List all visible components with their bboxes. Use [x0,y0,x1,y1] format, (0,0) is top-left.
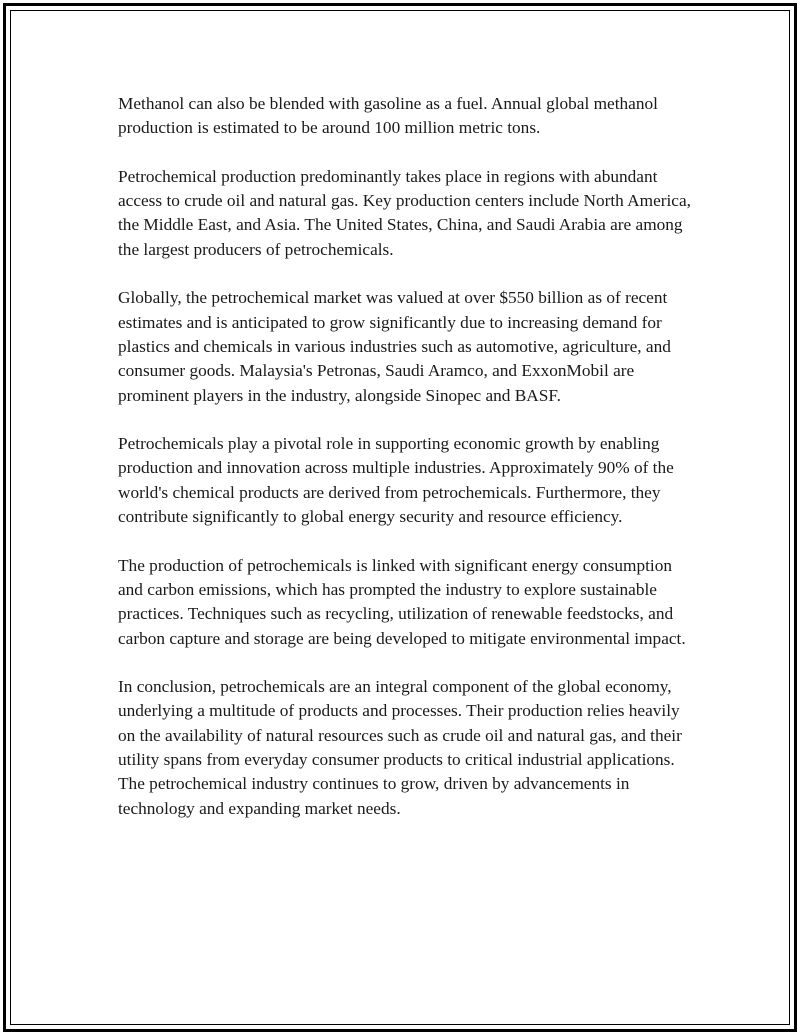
paragraph-methanol: Methanol can also be blended with gasoline as a fuel. Annual global methanol production is estimated to be around 100 million metric tons. [118,94,658,138]
paragraph-sustainability: The production of petrochemicals is linked with significant energy consumption and carbon emissions, which has prompted the industry to explore sustainable practices. Techniques such as recycling, utilization of renewable feedstocks, and carbon capture and storage are being developed to mitigate environmental impact. [118,555,686,648]
paragraph-production-regions: Petrochemical production predominantly takes place in regions with abundant access to crude oil and natural gas. Key production centers include North America, the Middle East, and Asia. The United States, China, and Saudi Arabia are among the largest producers of petrochemicals. [118,166,691,259]
paragraph-conclusion: In conclusion, petrochemicals are an integral component of the global economy, underlying a multitude of products and processes. Their production relies heavily on the availability of natural resources such as crude oil and natural gas, and their utility spans from everyday consumer products to critical industrial applications. The petrochemical industry continues to grow, driven by advancements in technology and expanding market needs. [118,677,682,818]
document-body [118,92,698,845]
paragraph-market-value: Globally, the petrochemical market was valued at over $550 billion as of recent estimates and is anticipated to grow significantly due to increasing demand for plastics and chemicals in various industries such as automotive, agriculture, and consumer goods. Malaysia's Petronas, Saudi Aramco, and ExxonMobil are prominent players in the industry, alongside Sinopec and BASF. [118,288,671,405]
paragraph-economic-role: Petrochemicals play a pivotal role in supporting economic growth by enabling production and innovation across multiple industries. Approximately 90% of the world's chemical products are derived from petrochemicals. Furthermore, they contribute significantly to global energy security and resource efficiency. [118,434,674,527]
